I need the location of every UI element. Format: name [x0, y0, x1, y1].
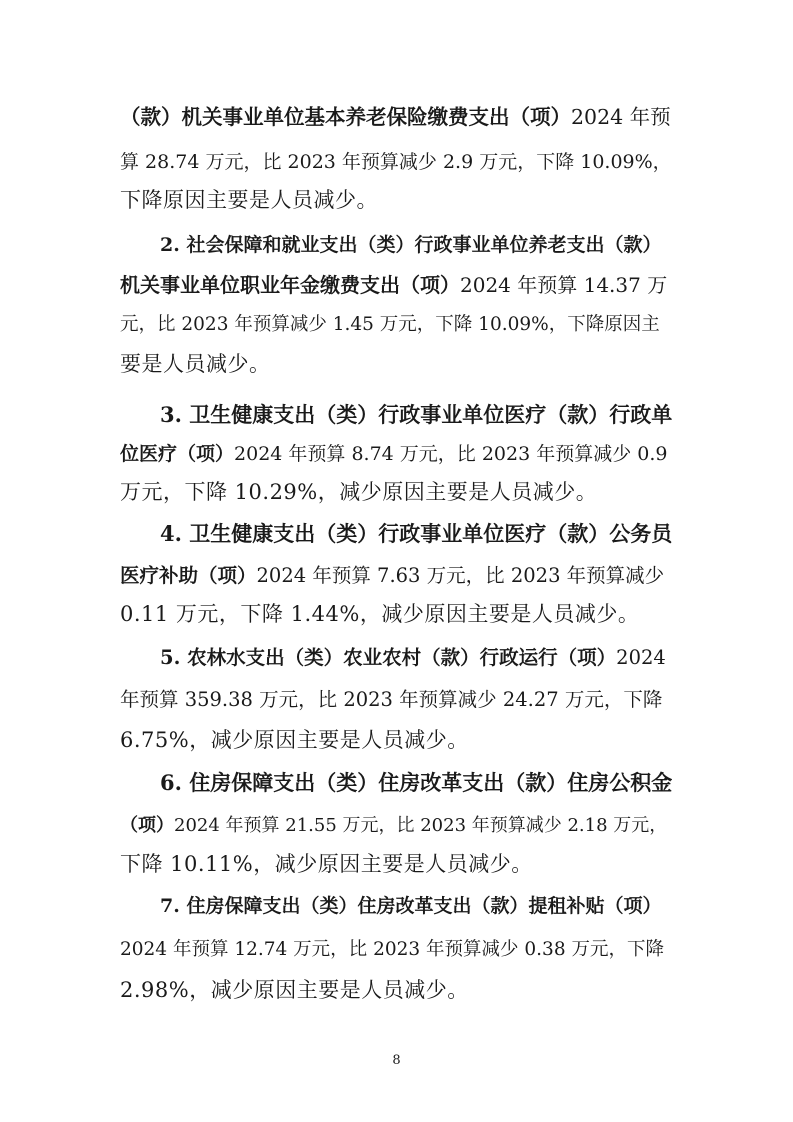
text-segment: 要是人员减少。	[120, 352, 271, 376]
text-line	[120, 687, 662, 713]
text-line	[120, 351, 271, 377]
text-line	[120, 937, 664, 963]
text-line	[160, 645, 666, 671]
text-line	[120, 977, 469, 1003]
text-line	[120, 187, 378, 213]
text-line	[120, 479, 597, 505]
text-line	[120, 272, 667, 298]
text-line	[120, 727, 469, 753]
text-line	[120, 851, 533, 877]
text-segment: 0.11 万元，下降 1.44%，减少原因主要是人员减少。	[120, 602, 640, 626]
text-segment: 下降 10.11%，减少原因主要是人员减少。	[120, 852, 533, 876]
bold-segment: 4. 卫生健康支出（类）行政事业单位医疗（款）公务员	[160, 521, 673, 546]
text-segment: 元，比 2023 年预算减少 1.45 万元，下降 10.09%，下降原因主	[120, 314, 660, 335]
bold-segment: （款）机关事业单位基本养老保险缴费支出（项）	[120, 105, 571, 129]
bold-segment: 7. 住房保障支出（类）住房改革支出（款）提租补贴（项）	[160, 895, 662, 917]
text-line	[120, 601, 639, 627]
bold-segment: 医疗补助（项）	[120, 564, 257, 587]
text-segment: 2024 年预	[571, 105, 671, 129]
text-segment: 2.98%，减少原因主要是人员减少。	[120, 978, 469, 1002]
bold-segment: 位医疗（项）	[120, 443, 235, 465]
text-segment: 2024 年预算 21.55 万元，比 2023 年预算减少 2.18 万元，	[174, 815, 668, 836]
text-segment: 下降原因主要是人员减少。	[120, 188, 378, 212]
text-line	[120, 149, 672, 175]
bold-segment: 3. 卫生健康支出（类）行政事业单位医疗（款）行政单	[160, 402, 673, 427]
text-line	[160, 402, 672, 428]
text-line	[160, 893, 661, 919]
text-segment: 6.75%，减少原因主要是人员减少。	[120, 728, 469, 752]
bold-segment: （项）	[120, 815, 174, 836]
bold-segment: 2. 社会保障和就业支出（类）行政事业单位养老支出（款）	[160, 234, 662, 256]
text-segment: 算 28.74 万元，比 2023 年预算减少 2.9 万元，下降 10.09%，	[120, 151, 672, 173]
bold-segment: 机关事业单位职业年金缴费支出（项）	[120, 273, 460, 297]
page-number: 8	[392, 1053, 401, 1068]
text-segment: 2024 年预算 8.74 万元，比 2023 年预算减少 0.9	[234, 443, 668, 465]
text-segment: 万元，下降 10.29%，减少原因主要是人员减少。	[120, 480, 598, 504]
text-line	[160, 232, 661, 258]
text-segment: 2024 年预算 7.63 万元，比 2023 年预算减少	[256, 564, 665, 587]
text-segment: 2024	[616, 646, 666, 669]
text-segment: 2024 年预算 14.37 万	[460, 273, 668, 297]
bold-segment: 5. 农林水支出（类）农业农村（款）行政运行（项）	[160, 646, 617, 669]
text-line	[120, 563, 664, 589]
text-line	[120, 104, 671, 130]
bold-segment: 6. 住房保障支出（类）住房改革支出（款）住房公积金	[160, 770, 673, 795]
text-line	[160, 770, 672, 796]
text-line	[120, 312, 660, 338]
text-segment: 年预算 359.38 万元，比 2023 年预算减少 24.27 万元，下降	[120, 688, 663, 711]
text-line	[160, 521, 672, 547]
text-line	[120, 813, 667, 839]
text-line	[120, 441, 667, 467]
text-segment: 2024 年预算 12.74 万元，比 2023 年预算减少 0.38 万元，下降	[120, 939, 664, 960]
